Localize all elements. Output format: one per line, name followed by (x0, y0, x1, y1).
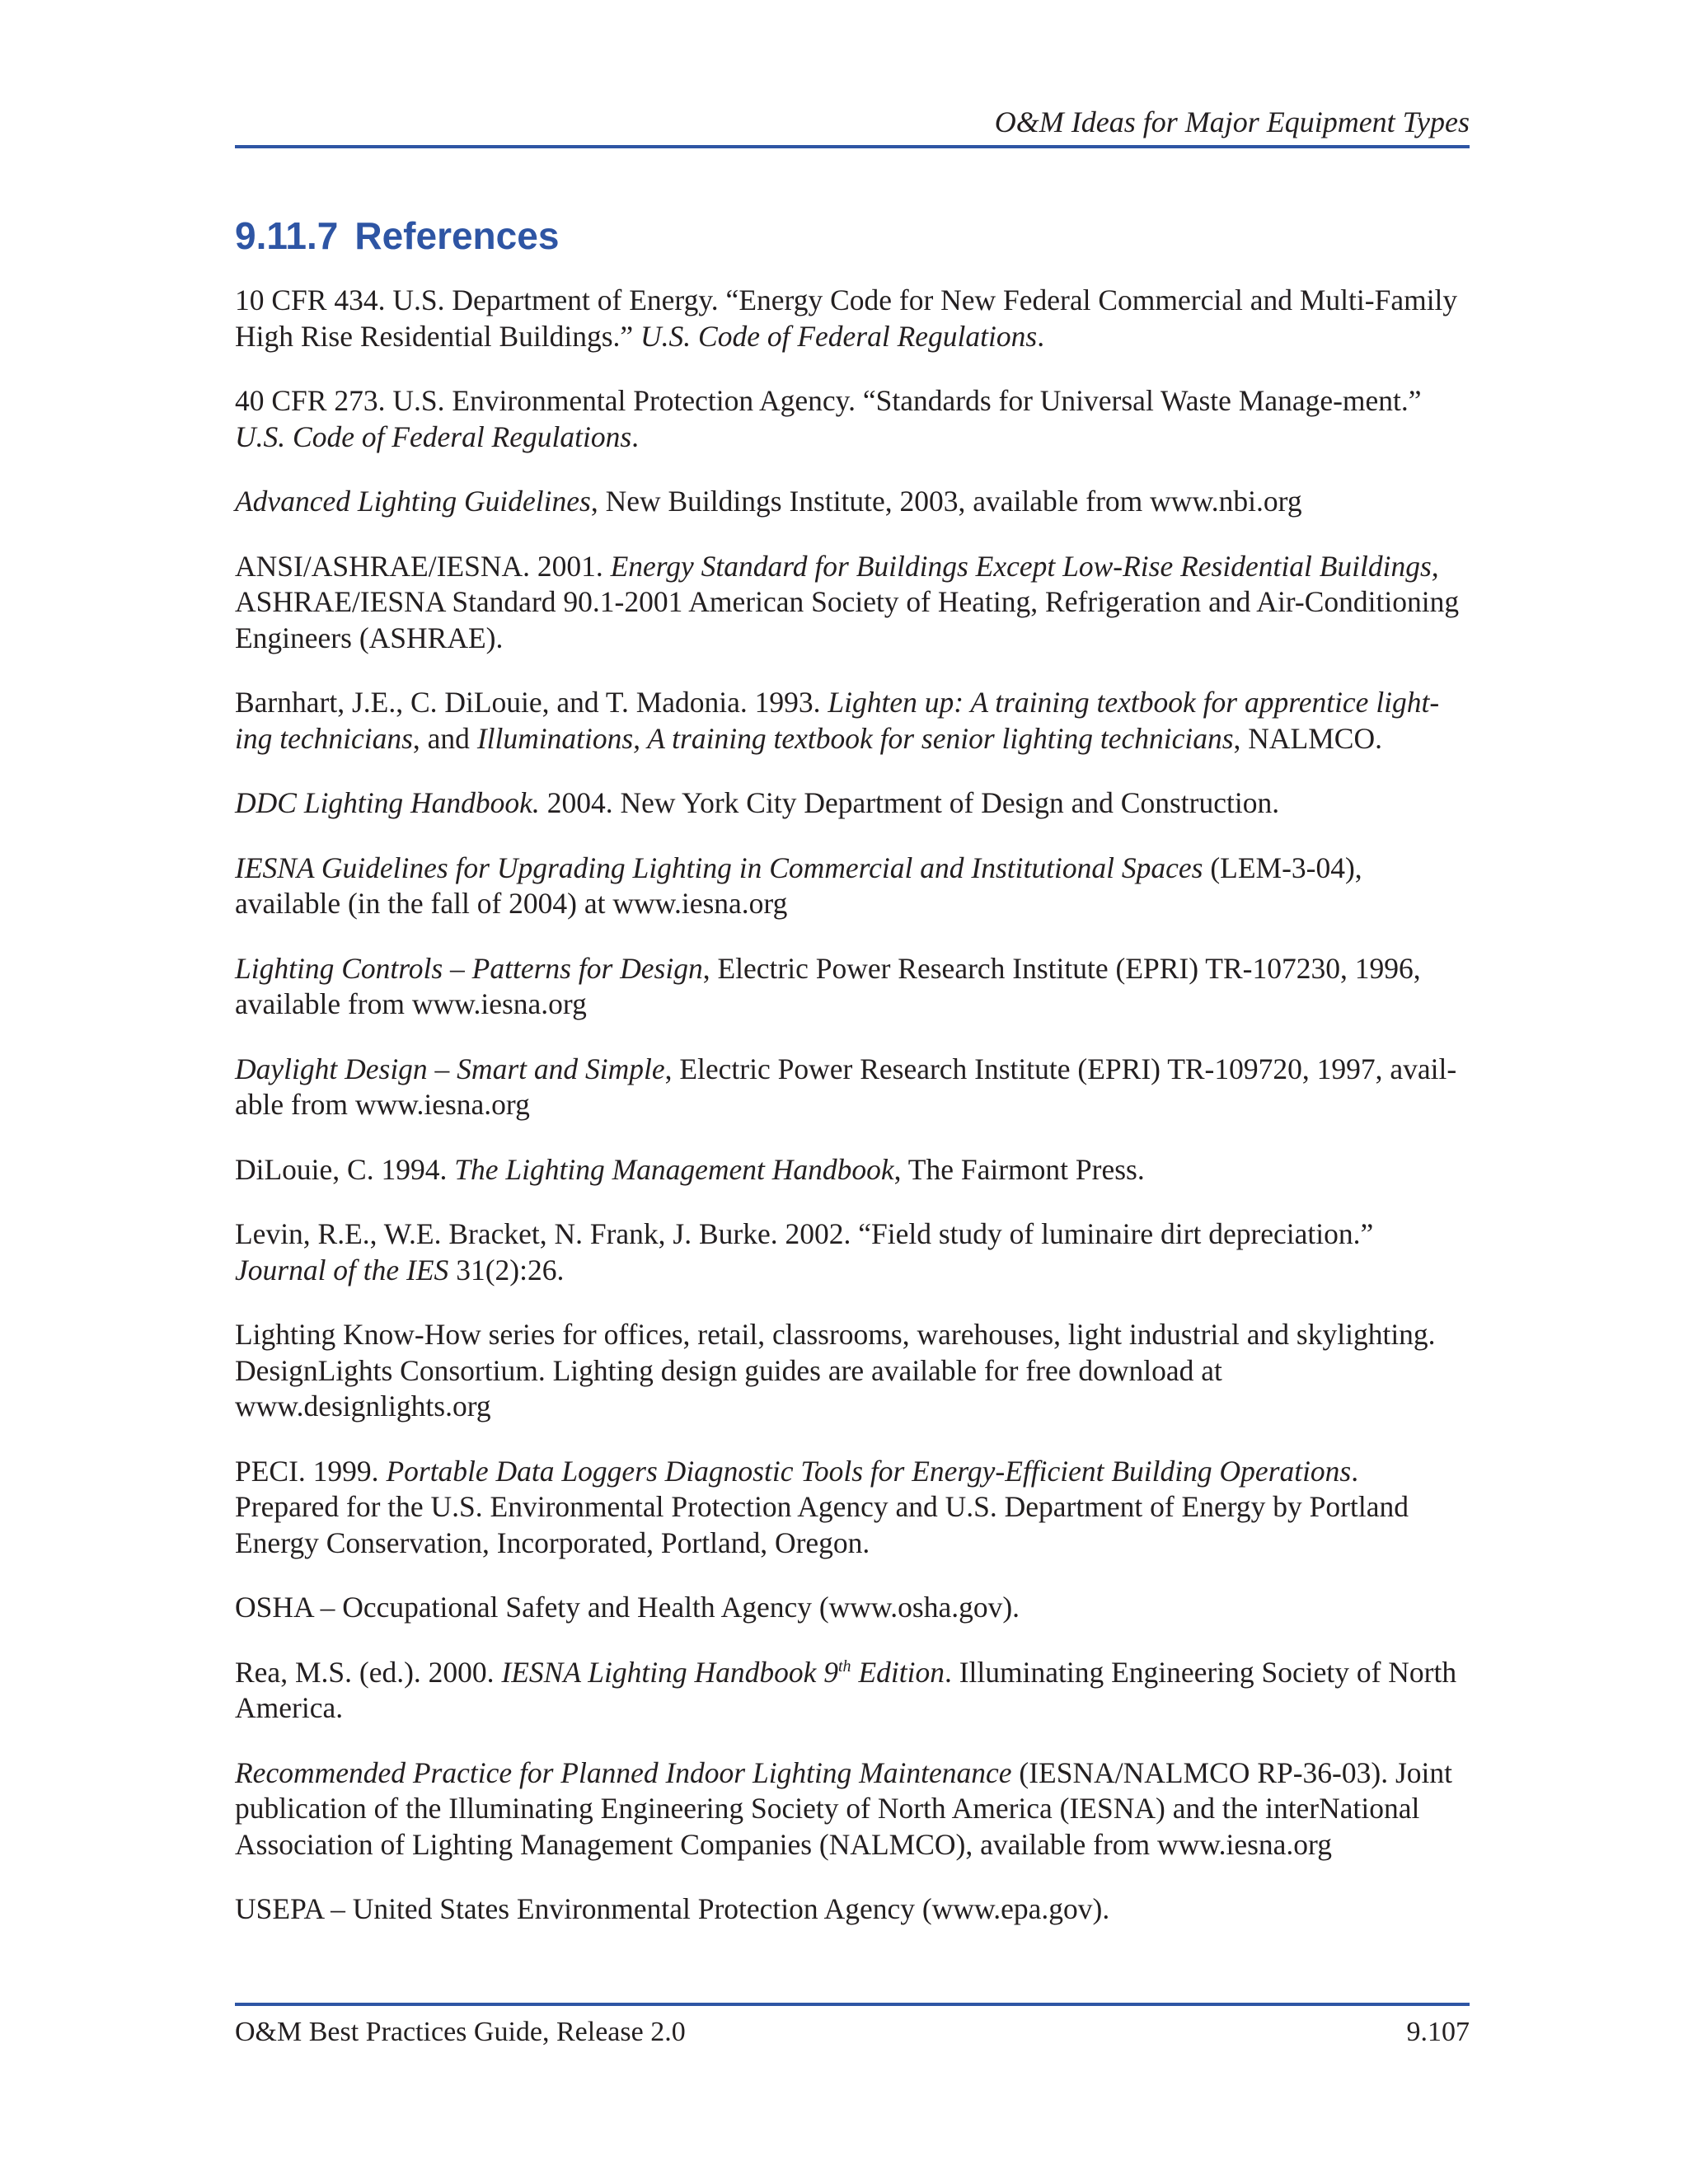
footer-title: O&M Best Practices Guide, Release 2.0 (235, 2017, 686, 2047)
reference-item: Daylight Design – Smart and Simple, Electric Power Research Institute (EPRI) TR-109720, 1997, avail-able from www.iesna.org (235, 1052, 1457, 1121)
footer-rule (235, 2003, 1470, 2006)
reference-item: OSHA – Occupational Safety and Health Agency (www.osha.gov). (235, 1591, 1020, 1624)
reference-item: Rea, M.S. (ed.). 2000. IESNA Lighting Handbook 9th Edition. Illuminating Engineering Society of North America. (235, 1655, 1457, 1724)
reference-item: Recommended Practice for Planned Indoor Lighting Maintenance (IESNA/NALMCO RP-36-03). Joint publication of the Illuminating Engineering Society of North America (IESNA) and the interNational Association of Lighting Management Companies (NALMCO), available from www.iesna.org (235, 1755, 1452, 1861)
section-number: 9.11.7 (235, 214, 339, 257)
running-header: O&M Ideas for Major Equipment Types (994, 105, 1470, 138)
reference-list (235, 283, 1470, 1957)
reference-item: ANSI/ASHRAE/IESNA. 2001. Energy Standard for Buildings Except Low-Rise Residential Buildings, ASHRAE/IESNA Standard 90.1-2001 American Society of Heating, Refrigeration and Air-Conditioning Engineers (ASHRAE). (235, 549, 1460, 654)
header-rule (235, 145, 1470, 148)
reference-item: Advanced Lighting Guidelines, New Buildings Institute, 2003, available from www.nbi.org (235, 485, 1302, 518)
reference-item: USEPA – United States Environmental Protection Agency (www.epa.gov). (235, 1892, 1110, 1925)
reference-item: Lighting Know-How series for offices, retail, classrooms, warehouses, light industrial and skylighting. DesignLights Consortium. Lighting design guides are available for free download at www.designlights.org (235, 1318, 1436, 1422)
reference-item: 40 CFR 273. U.S. Environmental Protection Agency. “Standards for Universal Waste Manage-ment.” U.S. Code of Federal Regulations. (235, 384, 1422, 453)
reference-item: Barnhart, J.E., C. DiLouie, and T. Madonia. 1993. Lighten up: A training textbook for apprentice light-ing technicians, and Illuminations, A training textbook for senior lighting technicians, NALMCO. (235, 686, 1440, 755)
reference-item: Levin, R.E., W.E. Bracket, N. Frank, J. Burke. 2002. “Field study of luminaire dirt depreciation.” Journal of the IES 31(2):26. (235, 1217, 1374, 1286)
reference-item: 10 CFR 434. U.S. Department of Energy. “Energy Code for New Federal Commercial and Multi-Family High Rise Residential Buildings.” U.S. Code of Federal Regulations. (235, 284, 1458, 353)
reference-item: PECI. 1999. Portable Data Loggers Diagnostic Tools for Energy-Efficient Building Operations. Prepared for the U.S. Environmental Protection Agency and U.S. Department of Energy by Portland Energy Conservation, Incorporated, Portland, Oregon. (235, 1454, 1409, 1559)
reference-item: IESNA Guidelines for Upgrading Lighting in Commercial and Institutional Spaces (LEM-3-04), available (in the fall of 2004) at www.iesna.org (235, 851, 1362, 920)
page-number: 9.107 (1406, 2017, 1470, 2047)
reference-item: DDC Lighting Handbook. 2004. New York City Department of Design and Construction. (235, 786, 1280, 819)
reference-item: DiLouie, C. 1994. The Lighting Management Handbook, The Fairmont Press. (235, 1152, 1145, 1186)
reference-item: Lighting Controls – Patterns for Design, Electric Power Research Institute (EPRI) TR-107230, 1996, available from www.iesna.org (235, 951, 1421, 1020)
section-title: References (354, 214, 560, 257)
section-heading (235, 213, 559, 259)
